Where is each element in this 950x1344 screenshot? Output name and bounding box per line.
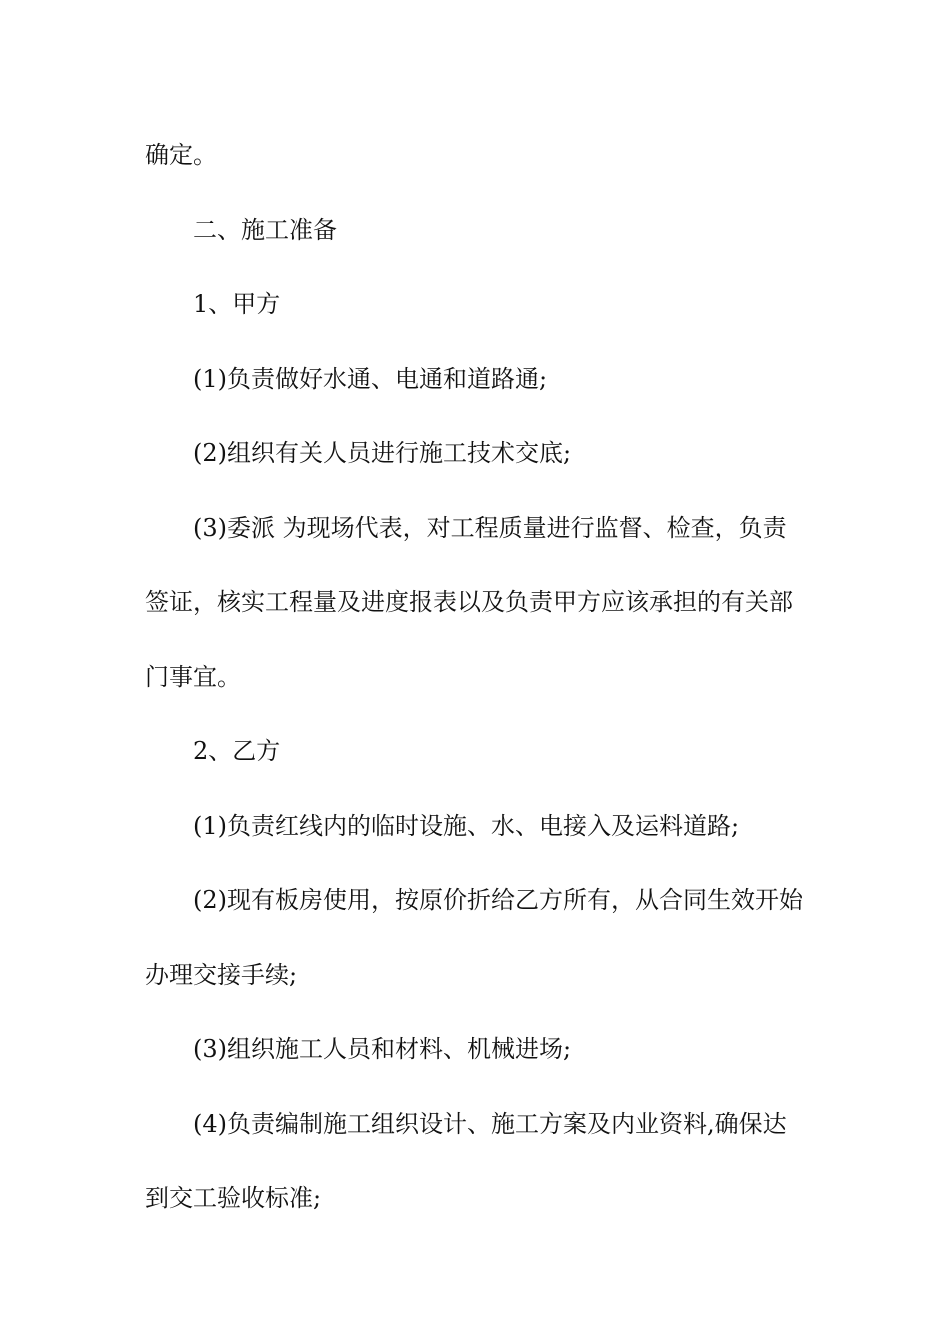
party-b-item-1: (1)负责红线内的临时设施、水、电接入及运料道路; [193,811,740,840]
section-heading-construction-preparation: 二、施工准备 [193,215,337,244]
party-a-item-1: (1)负责做好水通、电通和道路通; [193,364,548,393]
paragraph-continuation: 确定。 [145,141,217,169]
party-a-item-2: (2)组织有关人员进行施工技术交底; [193,439,572,467]
party-b-item-3: (3)组织施工人员和材料、机械进场; [193,1035,572,1063]
party-a-item-3: (3)委派 为现场代表，对工程质量进行监督、检查，负责签证，核实工程量及进度报表以及负责甲方应该承担的有关部门事宜。 [145,513,793,691]
subheading-party-b: 2、乙方 [193,737,281,765]
party-b-item-2: (2)现有板房使用，按原价折给乙方所有，从合同生效开始办理交接手续; [145,886,803,989]
party-b-item-4: (4)负责编制施工组织设计、施工方案及内业资料,确保达到交工验收标准; [145,1109,787,1212]
subheading-party-a: 1、甲方 [193,290,281,318]
document-body [145,118,809,1236]
